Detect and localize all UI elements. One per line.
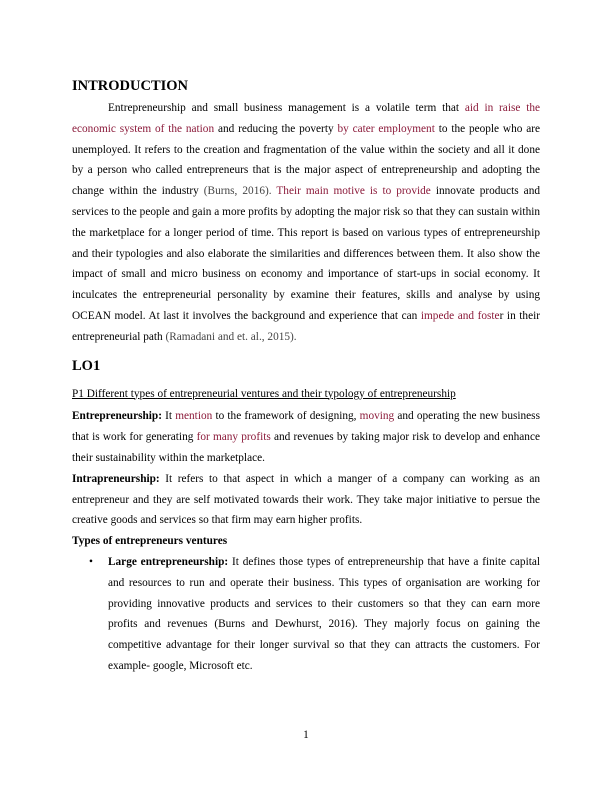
intrapreneurship-paragraph [72,469,540,531]
ent-text-2: to the framework of designing, [212,410,360,423]
list-item-body: It defines those types of entrepreneurship that have a finite capital and resources to run and operate their business. This types of organisation are working for providing innovative products and services to their customers so that they can earn more profits and revenues (Burns and Dewhurst, 2016). They majorly focus on gaining the competitive advantage for their longer survival so that they can attracts the customers. For example- google, Microsoft etc. [108,555,540,672]
intro-highlight-1: aid in raise the economic system of the nation [72,102,540,135]
intro-text-1: Entrepreneurship and small business management is a volatile term that [108,102,465,114]
list-item-label: Large entrepreneurship: [108,555,229,568]
introduction-paragraph [72,98,540,348]
p1-subheading: P1 Different types of entrepreneurial ventures and their typology of entrepreneurship [72,387,456,400]
intro-highlight-4: impede and foste [420,309,500,322]
ent-text-4: and revenues by taking major risk to develop and enhance their sustainability within the marketplace. [72,431,540,464]
entrepreneurship-paragraph [72,406,540,468]
list-item-text [108,552,540,677]
intro-citation-1: (Burns, 2016). [203,185,272,198]
page-content [72,76,540,677]
intro-citation-2: (Ramadani and et. al., 2015). [165,330,297,343]
intrapreneurship-label: Intrapreneurship: [72,472,160,485]
ent-text-1: It [161,410,176,423]
intro-text-5: r in their entrepreneurial path [72,309,540,343]
list-item [72,552,540,677]
ent-text-3: and operating the new business that is work for generating [72,410,540,444]
introduction-heading: INTRODUCTION [72,78,189,94]
page-number: 1 [303,729,309,741]
ent-highlight-1: mention [175,410,213,423]
bullet-icon: • [89,555,93,568]
intra-text: It refers to that aspect in which a manger of a company can working as an entrepreneur and they are self motivated towards their work. They take major initiative to persue the creative goods and services so that firm may earn higher profits. [72,472,540,527]
intro-text-4: innovate products and services to the people and gain a more profits by adopting the major risk so that they can sustain within the marketplace for a longer period of time. This report is based on various types of entrepreneurship and their typologies and also elaborate the similarities and differences between them. It also show the impact of small and micro business on economy and importance of start-ups in social economy. It inculcates the entrepreneurial personality by examine their features, skills and analyse by using OCEAN model. At last it involves the background and experience that can [72,185,540,322]
ent-highlight-2: moving [359,410,395,423]
entrepreneurship-label: Entrepreneurship: [72,410,162,423]
types-list [72,552,540,677]
types-heading: Types of entrepreneurs ventures [72,535,228,548]
intro-highlight-3: Their main motive is to provide [271,185,431,198]
lo1-heading: LO1 [72,357,101,374]
intro-text-2: and reducing the poverty [214,122,338,135]
ent-highlight-3: for many profits [196,431,271,444]
intro-text-3: to the people who are unemployed. It refers to the creation and fragmentation of the value within the society and all it done by a person who called entrepreneurs that is the major aspect of entrepreneurship and adopting the change within the industry [72,122,540,198]
intro-highlight-2: by cater employment [337,122,435,135]
